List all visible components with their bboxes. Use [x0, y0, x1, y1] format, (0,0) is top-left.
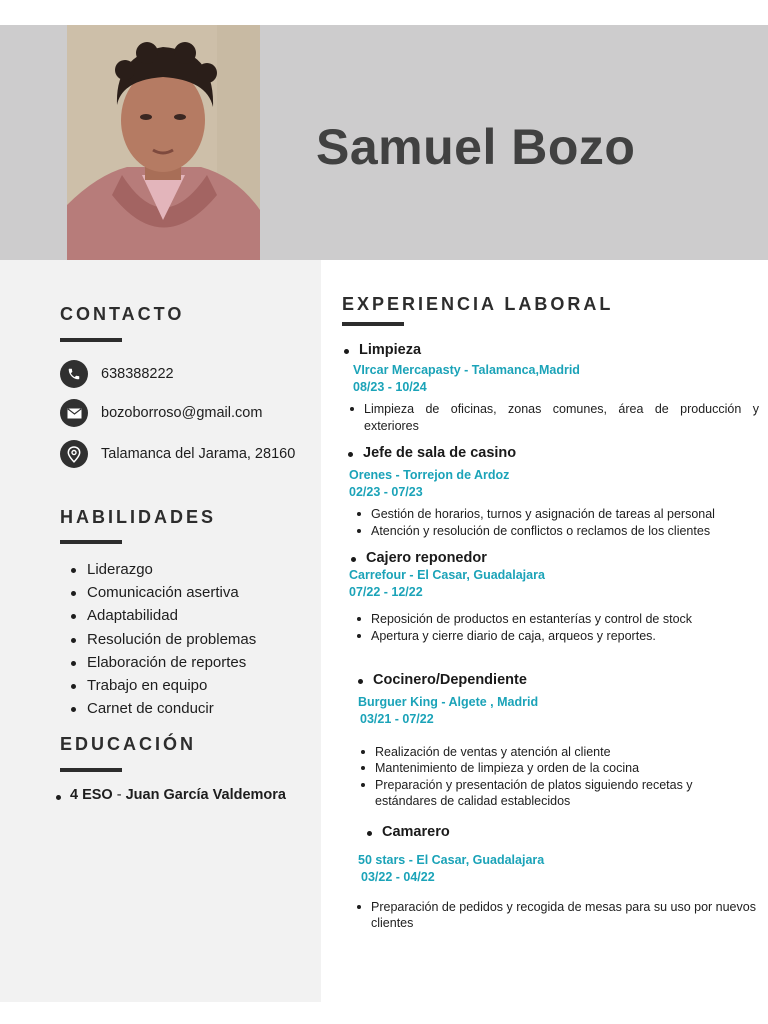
contact-heading: CONTACTO — [60, 304, 185, 324]
education-entry — [55, 787, 286, 803]
job-duty: Realización de ventas y atención al cliente — [360, 744, 730, 760]
skill-item: Trabajo en equipo — [70, 674, 256, 697]
contact-heading-underline — [60, 338, 122, 342]
skills-heading: HABILIDADES — [60, 507, 217, 527]
job-dates: 03/21 - 07/22 — [360, 712, 434, 726]
job-dates: 07/22 - 12/22 — [349, 585, 423, 599]
skill-item: Carnet de conducir — [70, 697, 256, 720]
experience-heading-underline — [342, 322, 404, 326]
profile-photo-illustration — [67, 25, 260, 260]
phone-number: 638388222 — [101, 366, 174, 382]
email-address: bozoborroso@gmail.com — [101, 405, 263, 421]
skills-heading-underline — [60, 540, 122, 544]
job-duties — [356, 611, 756, 645]
job-duty: Gestión de horarios, turnos y asignación de tareas al personal — [356, 506, 756, 522]
address: Talamanca del Jarama, 28160 — [101, 446, 296, 462]
skill-item: Comunicación asertiva — [70, 581, 256, 604]
skill-item: Resolución de problemas — [70, 628, 256, 651]
location-pin-icon — [60, 440, 88, 468]
job-dates: 08/23 - 10/24 — [353, 380, 427, 394]
job-company: VIrcar Mercapasty - Talamanca,Madrid — [353, 363, 580, 377]
job-duty: Apertura y cierre diario de caja, arqueos y reportes. — [356, 628, 756, 644]
experience-heading: EXPERIENCIA LABORAL — [342, 294, 614, 314]
job-title: Limpieza — [344, 342, 421, 358]
job-dates: 03/22 - 04/22 — [361, 870, 435, 884]
education-heading-underline — [60, 768, 122, 772]
job-title: Jefe de sala de casino — [348, 445, 516, 461]
job-company: 50 stars - El Casar, Guadalajara — [358, 853, 545, 867]
education-separator: - — [112, 787, 126, 803]
job-duty: Reposición de productos en estanterías y control de stock — [356, 611, 756, 627]
job-duty-text: Limpieza de oficinas, zonas comunes, área de producción y — [364, 402, 759, 416]
job-duty: Preparación y presentación de platos siguiendo recetas y estándares de calidad establecidos — [360, 777, 730, 810]
job-company: Carrefour - El Casar, Guadalajara — [349, 568, 545, 582]
education-school: Juan García Valdemora — [125, 787, 286, 803]
skill-item: Liderazgo — [70, 558, 256, 581]
education-degree: 4 ESO — [70, 787, 113, 803]
job-company: Burguer King - Algete , Madrid — [358, 695, 539, 709]
education-heading: EDUCACIÓN — [60, 734, 197, 754]
job-title: Camarero — [367, 824, 450, 840]
candidate-name: Samuel Bozo — [316, 119, 636, 175]
contact-email — [60, 399, 262, 427]
skill-item: Elaboración de reportes — [70, 651, 256, 674]
skill-item: Adaptabilidad — [70, 604, 256, 627]
job-title: Cocinero/Dependiente — [358, 672, 527, 688]
job-duty: Mantenimiento de limpieza y orden de la cocina — [360, 760, 730, 776]
profile-photo — [67, 25, 260, 260]
contact-phone — [60, 360, 174, 388]
job-duties — [356, 506, 756, 540]
job-company: Orenes - Torrejon de Ardoz — [349, 468, 510, 482]
contact-address — [60, 440, 295, 468]
job-title: Cajero reponedor — [351, 550, 487, 566]
job-duty — [349, 401, 759, 417]
skills-list — [70, 558, 256, 720]
job-duty-continuation: exteriores — [364, 419, 419, 433]
phone-icon — [60, 360, 88, 388]
job-duty: Atención y resolución de conflictos o reclamos de los clientes — [356, 523, 756, 539]
job-dates: 02/23 - 07/23 — [349, 485, 423, 499]
mail-icon — [60, 399, 88, 427]
job-duties — [356, 899, 756, 932]
job-duties — [349, 401, 759, 417]
job-duty: Preparación de pedidos y recogida de mesas para su uso por nuevos clientes — [356, 899, 756, 932]
job-duties — [360, 744, 730, 809]
